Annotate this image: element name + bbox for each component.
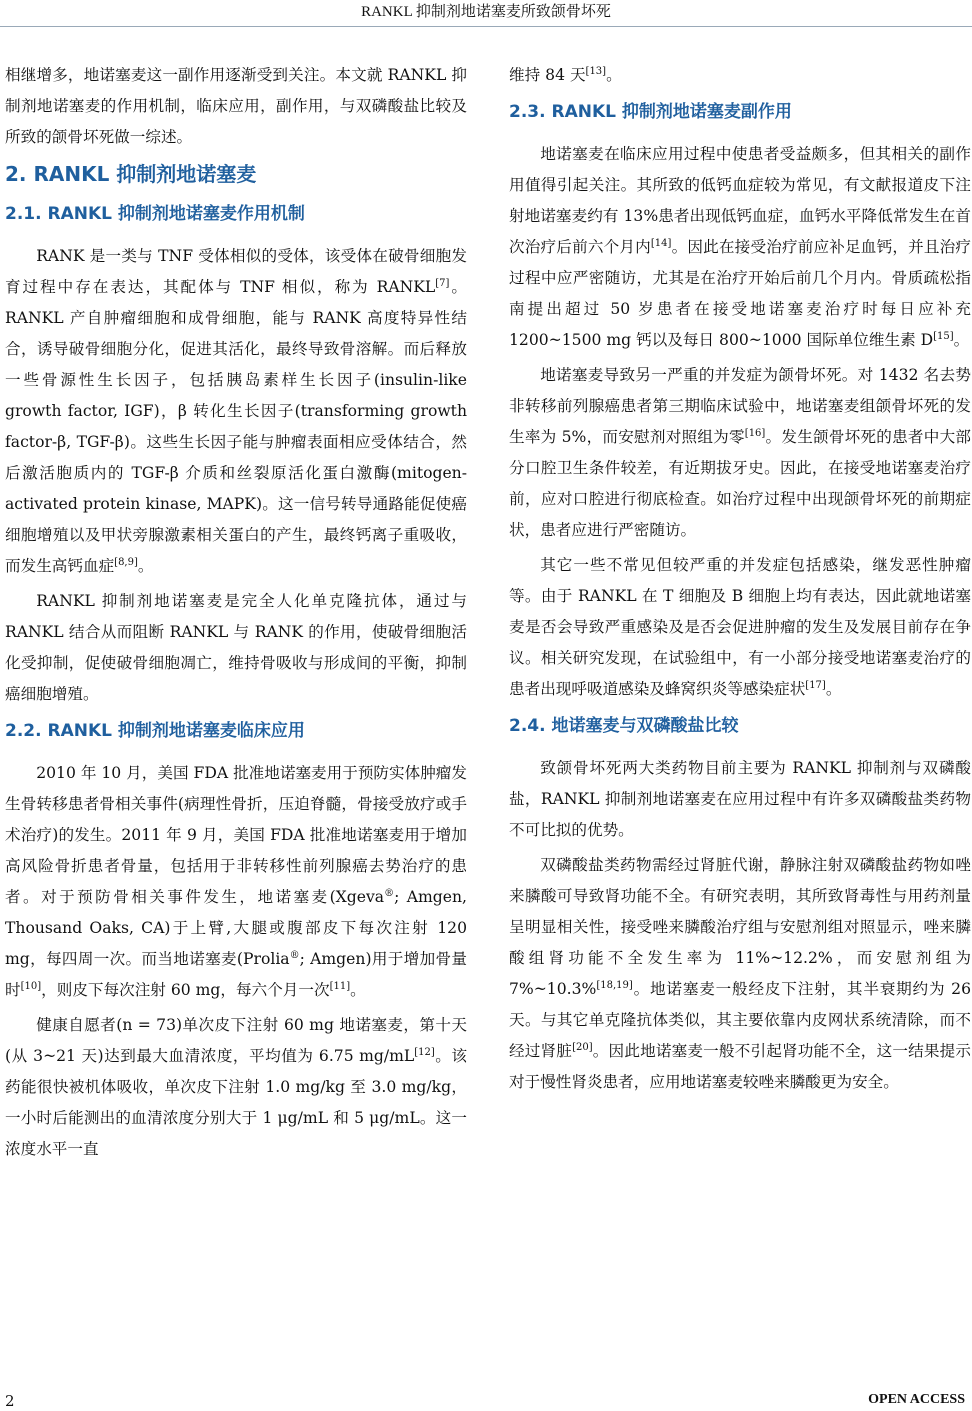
registered-mark: ® <box>384 887 395 899</box>
section-heading-2: 2. RANKL 抑制剂地诺塞麦 <box>5 162 257 186</box>
citation[interactable]: [10] <box>20 980 42 992</box>
registered-mark: ® <box>289 949 300 961</box>
citation[interactable]: [13] <box>585 65 607 77</box>
subsection-heading-2-2: 2.2. RANKL 抑制剂地诺塞麦临床应用 <box>5 721 305 741</box>
citation[interactable]: [20] <box>572 1041 593 1053</box>
paragraph-mechanism: RANKL 抑制剂地诺塞麦是完全人化单克隆抗体，通过与 RANKL 结合从而阻断 RANKL 与 RANK 的作用，使破骨细胞活化受抑制，促使破骨细胞凋亡，维持骨吸收与形成间的平衡，抑制癌细胞增殖。 <box>5 592 467 703</box>
subsection-heading-2-4: 2.4. 地诺塞麦与双磷酸盐比较 <box>509 716 739 736</box>
paragraph-hypocalcemia: 地诺塞麦在临床应用过程中使患者受益颇多，但其相关的副作用值得引起关注。其所致的低钙血症较为常见，有文献报道皮下注射地诺塞麦约有 13%患者出现低钙血症，血钙水平降低常发生在首次治疗后前六个月内[14]。因此在接受治疗前应补足血钙，并且治疗过程中应严密随访，尤其是在治疗开始后前几个月内。骨质疏松指南提出超过 50 岁患者在接受地诺塞麦治疗时每日应补充 1200~1500 mg 钙以及每日 800~1000 国际单位维生素 D[15]。 <box>509 145 971 349</box>
left-column <box>5 60 467 1169</box>
paragraph-bisphosphonate: 双磷酸盐类药物需经过肾脏代谢，静脉注射双磷酸盐药物如唑来膦酸可导致肾功能不全。有研究表明，其所致肾毒性与用药剂量呈明显相关性，接受唑来膦酸治疗组与安慰剂组对照显示，唑来膦酸组肾功能不全发生率为 11%~12.2%，而安慰剂组为 7%~10.3%[18,19]。地诺塞麦一般经皮下注射，其半衰期约为 26 天。与其它单克隆抗体类似，其主要依靠内皮网状系统清除，而不经过肾脏[20]。因此地诺塞麦一般不引起肾功能不全，这一结果提示对于慢性肾炎患者，应用地诺塞麦较唑来膦酸更为安全。 <box>509 856 971 1091</box>
paragraph-fda: 2010 年 10 月，美国 FDA 批准地诺塞麦用于预防实体肿瘤发生骨转移患者骨相关事件(病理性骨折，压迫脊髓，骨接受放疗或手术治疗)的发生。2011 年 9 月，美国 FDA 批准地诺塞麦用于增加高风险骨折患者骨量，包括用于非转移性前列腺癌去势治疗的患者。对于预防骨相关事件发生，地诺塞麦(Xgeva®; Amgen, Thousand Oaks, CA)于上臂,大腿或腹部皮下每次注射 120 mg，每四周一次。而当地诺塞麦(Prolia®; Amgen)用于增加骨量时[10]，则皮下每次注射 60 mg，每六个月一次[11]。 <box>5 764 467 999</box>
subsection-heading-2-1: 2.1. RANKL 抑制剂地诺塞麦作用机制 <box>5 204 305 224</box>
subsection-heading-2-3: 2.3. RANKL 抑制剂地诺塞麦副作用 <box>509 102 792 122</box>
citation[interactable]: [16] <box>744 427 766 439</box>
paragraph-infection: 其它一些不常见但较严重的并发症包括感染，继发恶性肿瘤等。由于 RANKL 在 T 细胞及 B 细胞上均有表达，因此就地诺塞麦是否会导致严重感染及是否会促进肿瘤的发生及发展目前存在争议。相关研究发现，在试验组中，有一小部分接受地诺塞麦治疗的患者出现呼吸道感染及蜂窝织炎等感染症状[17]。 <box>509 556 971 698</box>
right-column <box>509 60 971 1102</box>
citation[interactable]: [8,9] <box>114 556 138 568</box>
citation[interactable]: [7] <box>435 277 450 289</box>
citation[interactable]: [12] <box>414 1046 435 1058</box>
citation[interactable]: [11] <box>329 980 351 992</box>
journal-label: OPEN ACCESS <box>868 1392 965 1407</box>
citation[interactable]: [15] <box>933 330 954 342</box>
paragraph-pharmacokinetics: 健康自愿者(n = 73)单次皮下注射 60 mg 地诺塞麦，第十天(从 3~21 天)达到最大血清浓度，平均值为 6.75 mg/mL[12]。该药能很快被机体吸收，单次皮下注射 1.0 mg/kg 至 3.0 mg/kg，一小时后能测出的血清浓度分别大于 1 μg/mL 和 5 μg/mL。这一浓度水平一直 <box>5 1016 467 1158</box>
paragraph-rank: RANK 是一类与 TNF 受体相似的受体，该受体在破骨细胞发育过程中存在表达，其配体与 TNF 相似，称为 RANKL[7]。RANKL 产自肿瘤细胞和成骨细胞，能与 RANK 高度特异性结合，诱导破骨细胞分化，促进其活化，最终导致骨溶解。而后释放一些骨源性生长因子，包括胰岛素样生长因子(insulin-like growth factor, IGF)，β 转化生长因子(transforming growth factor-β, TGF-β)。这些生长因子能与肿瘤表面相应受体结合，然后激活胞质内的 TGF-β 介质和丝裂原活化蛋白激酶(mitogen-activated protein kinase, MAPK)。这一信号转导通路能促使癌细胞增殖以及甲状旁腺激素相关蛋白的产生，最终钙离子重吸收，而发生高钙血症[8,9]。 <box>5 247 467 575</box>
running-header: RANKL 抑制剂地诺塞麦所致颌骨坏死 <box>0 0 972 27</box>
paragraph-osteonecrosis: 地诺塞麦导致另一严重的并发症为颌骨坏死。对 1432 名去势非转移前列腺癌患者第三期临床试验中，地诺塞麦组颌骨坏死的发生率为 5%，而安慰剂对照组为零[16]。发生颌骨坏死的患者中大部分口腔卫生条件较差，有近期拔牙史。因此，在接受地诺塞麦治疗前，应对口腔进行彻底检查。如治疗过程中出现颌骨坏死的前期症状，患者应进行严密随访。 <box>509 366 971 539</box>
citation[interactable]: [18,19] <box>596 979 633 991</box>
paragraph-pk-continued: 维持 84 天[13]。 <box>509 65 622 84</box>
page-number: 2 <box>5 1392 15 1410</box>
paragraph-intro-continued: 相继增多，地诺塞麦这一副作用逐渐受到关注。本文就 RANKL 抑制剂地诺塞麦的作用机制，临床应用，副作用，与双磷酸盐比较及所致的颌骨坏死做一综述。 <box>5 66 467 146</box>
citation[interactable]: [17] <box>805 679 826 691</box>
citation[interactable]: [14] <box>650 237 672 249</box>
paragraph-comparison: 致颌骨坏死两大类药物目前主要为 RANKL 抑制剂与双磷酸盐，RANKL 抑制剂地诺塞麦在应用过程中有许多双磷酸盐类药物不可比拟的优势。 <box>509 759 971 839</box>
